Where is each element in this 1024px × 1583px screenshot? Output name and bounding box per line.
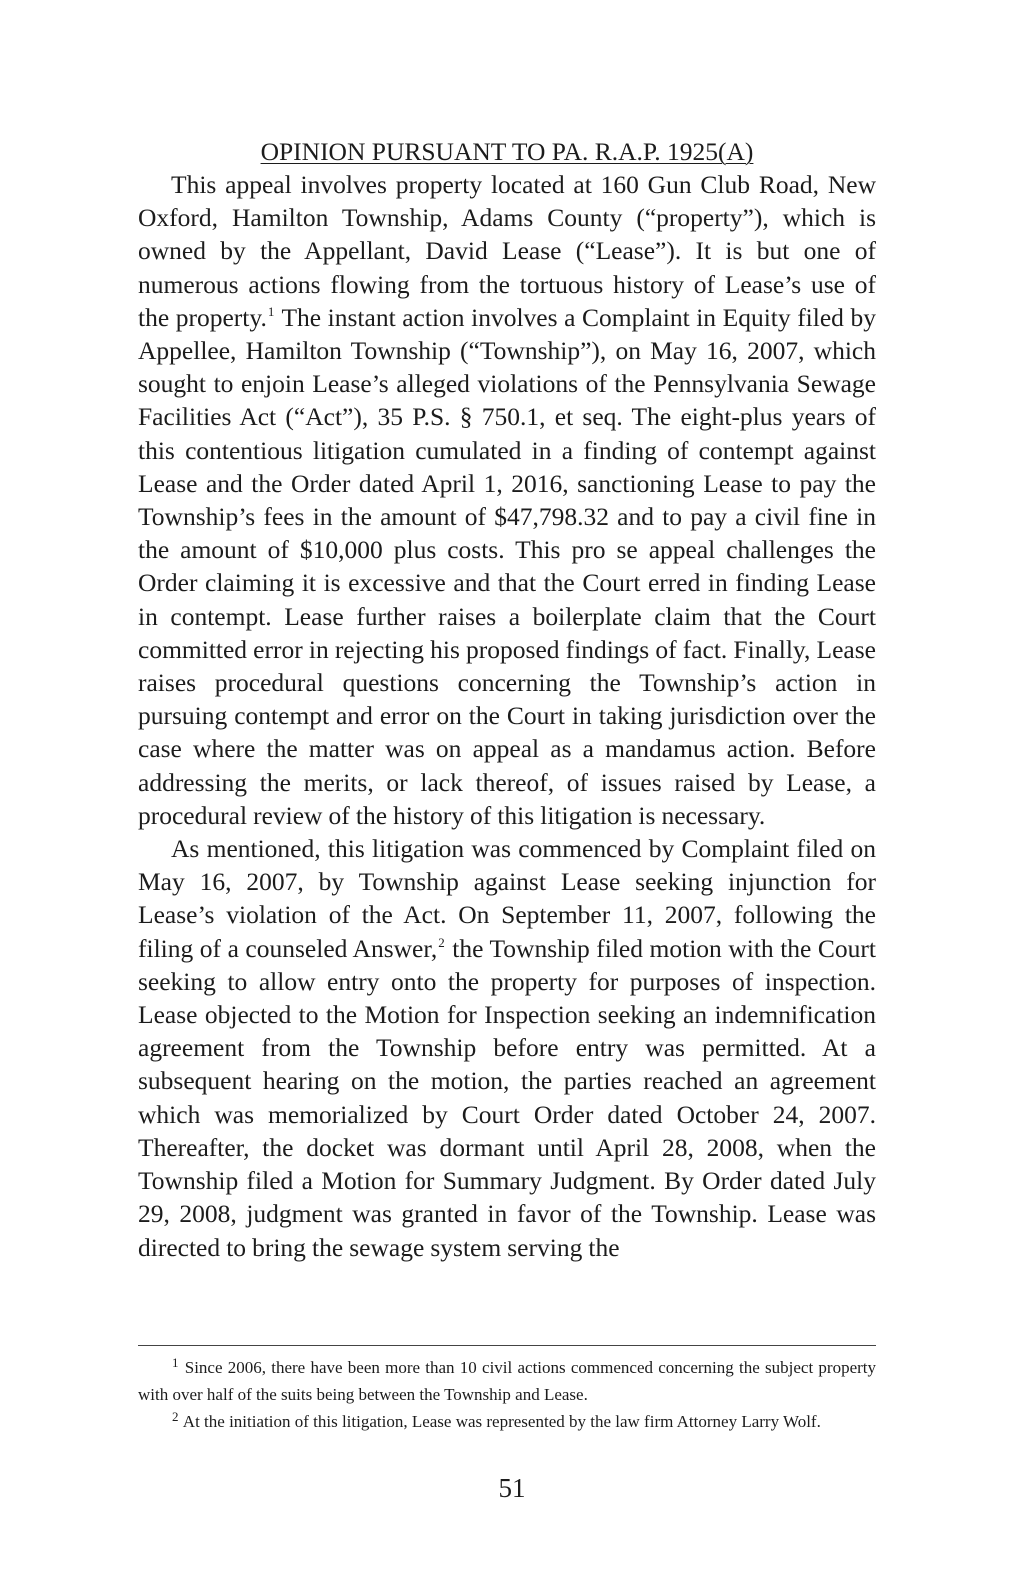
footnote-2: [138, 1408, 876, 1435]
footnotes-section: [138, 1345, 876, 1435]
footnote-reference-1: 1: [267, 303, 275, 319]
body-paragraph-1: [138, 168, 876, 832]
paragraph-text: As mentioned, this litigation was commenced by Complaint filed on May 16, 2007, by Township against Lease seeking injunction for Lease’s violation of the Act. On September 11, 2007, following the filing of a counseled Answer,: [138, 834, 876, 963]
footnote-1: [138, 1354, 876, 1408]
page-title: OPINION PURSUANT TO PA. R.A.P. 1925(A): [260, 137, 754, 166]
footnote-text: Since 2006, there have been more than 10 civil actions commenced concerning the subject property with over half of the suits being between the Township and Lease.: [138, 1358, 876, 1404]
footnote-text: At the initiation of this litigation, Lease was represented by the law firm Attorney Larry Wolf.: [179, 1412, 821, 1431]
footnote-divider: [138, 1345, 876, 1346]
paragraph-text: the Township filed motion with the Court seeking to allow entry onto the property for purposes of inspection. Lease objected to the Motion for Inspection seeking an indemnification agreement from the Township before entry was permitted. At a subsequent hearing on the motion, the parties reached an agreement which was memorialized by Court Order dated October 24, 2007. Thereafter, the docket was dormant until April 28, 2008, when the Township filed a Motion for Summary Judgment. By Order dated July 29, 2008, judgment was granted in favor of the Township. Lease was directed to bring the sewage system serving the: [138, 933, 876, 1262]
paragraph-text: The instant action involves a Complaint in Equity filed by Appellee, Hamilton Township (“Township”), on May 16, 2007, which sought to enjoin Lease’s alleged violations of the Pennsylvania Sewage Facilities Act (“Act”), 35 P.S. § 750.1, et seq. The eight-plus years of this contentious litigation cumulated in a finding of contempt against Lease and the Order dated April 1, 2016, sanctioning Lease to pay the Township’s fees in the amount of $47,798.32 and to pay a civil fine in the amount of $10,000 plus costs. This pro se appeal challenges the Order claiming it is excessive and that the Court erred in finding Lease in contempt. Lease further raises a boilerplate claim that the Court committed error in rejecting his proposed findings of fact. Finally, Lease raises procedural questions concerning the Township’s action in pursuing contempt and error on the Court in taking jurisdiction over the case where the matter was on appeal as a mandamus action. Before addressing the merits, or lack thereof, of issues raised by Lease, a procedural review of the history of this litigation is necessary.: [138, 302, 876, 830]
paragraph-text: This appeal involves property located at 160 Gun Club Road, New Oxford, Hamilton Township, Adams County (“property”), which is owned by the Appellant, David Lease (“Lease”). It is but one of numerous actions flowing from the tortuous history of Lease’s use of the property.: [138, 170, 876, 332]
body-paragraph-2: [138, 832, 876, 1264]
document-body: [138, 128, 876, 1264]
footnote-reference-2: 2: [438, 934, 445, 950]
page-number: 51: [498, 1473, 526, 1503]
footnote-marker: 1: [172, 1355, 179, 1370]
footnote-marker: 2: [172, 1409, 179, 1424]
